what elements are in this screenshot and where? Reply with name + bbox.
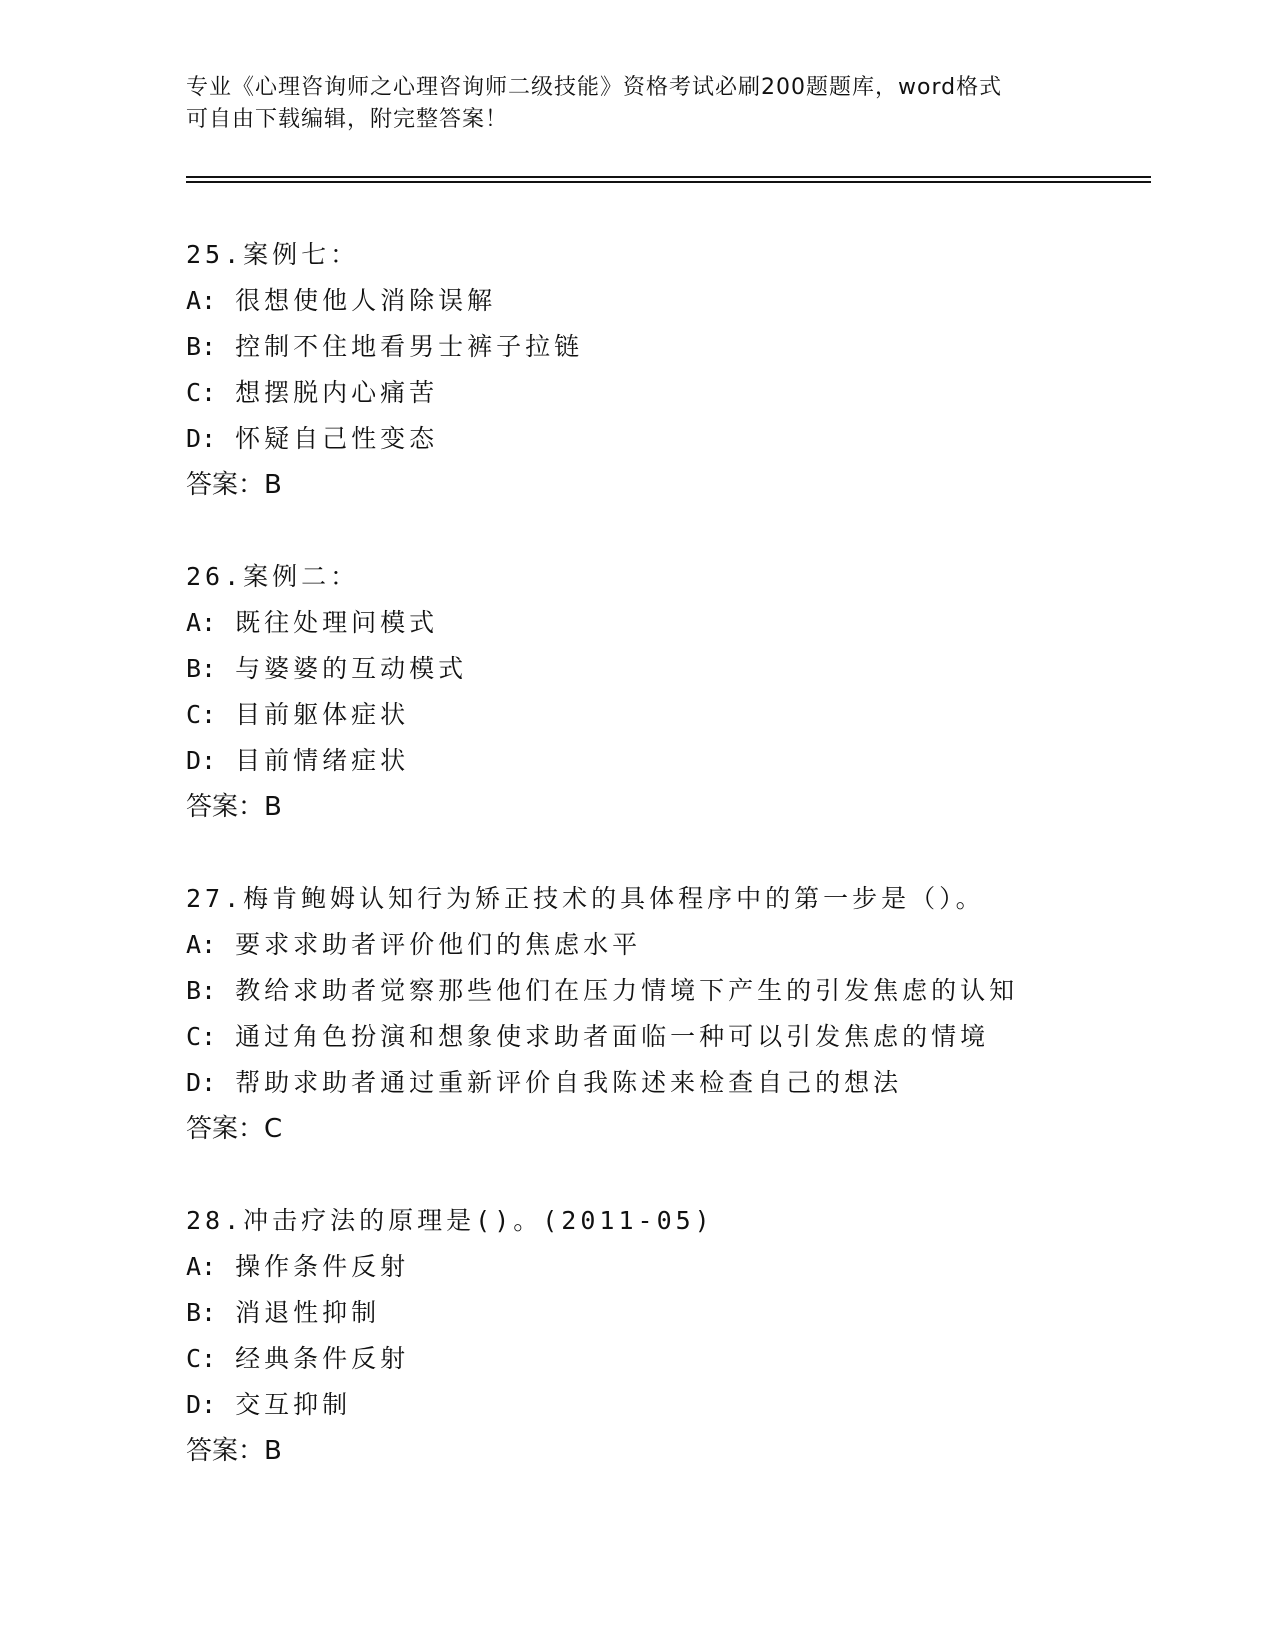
option-label: B: [186, 332, 217, 361]
option-label: A: [186, 930, 217, 959]
option-text: 通过角色扮演和想象使求助者面临一种可以引发焦虑的情境 [235, 1022, 990, 1051]
option-label: C: [186, 378, 217, 407]
question-25 [186, 232, 1146, 508]
option-text: 目前情绪症状 [235, 746, 410, 775]
question-text: 案例二： [243, 562, 360, 591]
answer-line: 答案：C [186, 1114, 283, 1144]
header-divider-bottom [186, 181, 1151, 183]
option-text: 经典条件反射 [235, 1344, 410, 1373]
option-label: A: [186, 1252, 217, 1281]
option-text: 消退性抑制 [235, 1298, 381, 1327]
option-text: 交互抑制 [235, 1390, 352, 1419]
option-label: C: [186, 1022, 217, 1051]
option-a [186, 278, 1146, 324]
option-c [186, 1014, 1146, 1060]
question-stem [186, 1198, 1146, 1244]
option-c [186, 370, 1146, 416]
question-text: 冲击疗法的原理是()。(2011-05) [243, 1206, 714, 1235]
document-header [186, 72, 1106, 136]
option-label: B: [186, 654, 217, 683]
option-label: B: [186, 976, 217, 1005]
option-label: D: [186, 746, 217, 775]
option-b [186, 968, 1146, 1014]
option-label: C: [186, 700, 217, 729]
option-c [186, 692, 1146, 738]
option-d [186, 738, 1146, 784]
question-28 [186, 1198, 1146, 1474]
option-text: 教给求助者觉察那些他们在压力情境下产生的引发焦虑的认知 [235, 976, 1019, 1005]
option-b [186, 1290, 1146, 1336]
option-label: D: [186, 424, 217, 453]
question-text: 梅肯鲍姆认知行为矫正技术的具体程序中的第一步是（）。 [243, 884, 985, 913]
option-text: 帮助求助者通过重新评价自我陈述来检查自己的想法 [235, 1068, 903, 1097]
answer-line: 答案：B [186, 470, 282, 500]
question-stem [186, 554, 1146, 600]
option-label: D: [186, 1068, 217, 1097]
option-b [186, 646, 1146, 692]
question-list [186, 232, 1146, 1520]
option-text: 既往处理问模式 [235, 608, 439, 637]
option-b [186, 324, 1146, 370]
option-a [186, 600, 1146, 646]
option-text: 目前躯体症状 [235, 700, 410, 729]
answer-line: 答案：B [186, 1436, 282, 1466]
option-label: D: [186, 1390, 217, 1419]
question-stem [186, 876, 1146, 922]
question-text: 案例七： [243, 240, 360, 269]
question-number: 27. [186, 884, 244, 913]
option-text: 想摆脱内心痛苦 [235, 378, 439, 407]
header-line-2: 可自由下载编辑，附完整答案！ [186, 107, 509, 132]
question-stem [186, 232, 1146, 278]
question-number: 26. [186, 562, 244, 591]
question-26 [186, 554, 1146, 830]
option-text: 怀疑自己性变态 [235, 424, 439, 453]
option-a [186, 1244, 1146, 1290]
option-label: A: [186, 286, 217, 315]
question-number: 28. [186, 1206, 244, 1235]
header-line-1: 专业《心理咨询师之心理咨询师二级技能》资格考试必刷200题题库，word格式 [186, 75, 1003, 100]
option-c [186, 1336, 1146, 1382]
answer-line: 答案：B [186, 792, 282, 822]
question-number: 25. [186, 240, 244, 269]
option-d [186, 1382, 1146, 1428]
option-text: 与婆婆的互动模式 [235, 654, 468, 683]
option-label: C: [186, 1344, 217, 1373]
option-text: 控制不住地看男士裤子拉链 [235, 332, 584, 361]
option-a [186, 922, 1146, 968]
option-text: 很想使他人消除误解 [235, 286, 497, 315]
question-27 [186, 876, 1146, 1152]
option-d [186, 416, 1146, 462]
option-text: 操作条件反射 [235, 1252, 410, 1281]
option-text: 要求求助者评价他们的焦虑水平 [235, 930, 642, 959]
option-label: B: [186, 1298, 217, 1327]
option-label: A: [186, 608, 217, 637]
header-divider-top [186, 176, 1151, 178]
option-d [186, 1060, 1146, 1106]
